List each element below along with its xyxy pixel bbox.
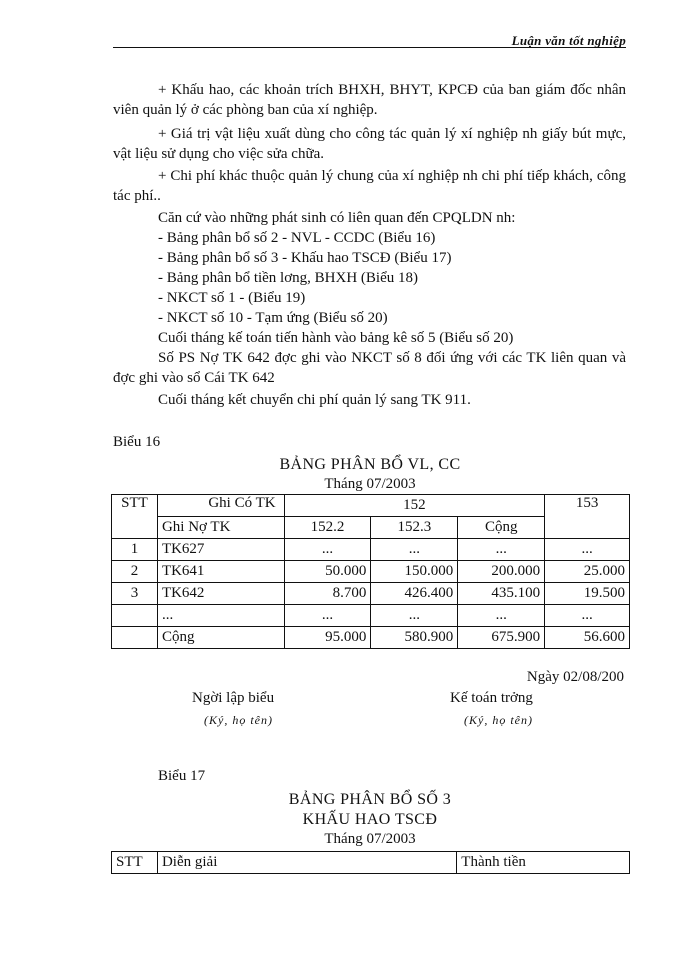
header-cong: Cộng: [458, 517, 545, 539]
cell-stt: [112, 627, 158, 649]
cell-152-3: 580.900: [371, 627, 458, 649]
signer-left-title: Ngời lập biểu: [192, 690, 275, 706]
header-rule: [113, 47, 626, 48]
cell-152-3: ...: [371, 539, 458, 561]
header-thanh-tien: Thành tiền: [457, 852, 630, 874]
table-header-row: [112, 495, 630, 517]
cell-stt: 2: [112, 561, 158, 583]
bieu17-title: BẢNG PHÂN BỔ SỐ 3: [288, 791, 452, 808]
closing-line: Cuối tháng kết chuyển chi phí quản lý sang TK 911.: [158, 392, 471, 408]
basis-item: - NKCT số 10 - Tạm ứng (Biểu số 20): [158, 310, 388, 326]
closing-line: Cuối tháng kế toán tiến hành vào bảng kê số 5 (Biểu số 20): [158, 330, 514, 346]
basis-item: - NKCT số 1 - (Biểu 19): [158, 290, 306, 306]
table-row: [112, 561, 630, 583]
basis-line: Căn cứ vào những phát sinh có liên quan đến CPQLDN nh:: [158, 210, 516, 226]
bieu17-subtitle: KHẤU HAO TSCĐ: [302, 811, 438, 828]
cell-stt: 3: [112, 583, 158, 605]
cell-cong: ...: [458, 539, 545, 561]
cell-cong: 435.100: [458, 583, 545, 605]
cell-152-2: 8.700: [284, 583, 371, 605]
cell-tk: ...: [157, 605, 284, 627]
bieu17-table: [111, 851, 630, 874]
bieu16-month: Tháng 07/2003: [324, 476, 416, 492]
bieu16-date: Ngày 02/08/200: [526, 669, 624, 685]
signer-right-note: (Ký, họ tên): [464, 713, 533, 727]
table-row: [112, 539, 630, 561]
cell-stt: [112, 605, 158, 627]
table-total-row: [112, 627, 630, 649]
cell-153: 19.500: [545, 583, 630, 605]
cell-cong: 675.900: [458, 627, 545, 649]
page-header-title: Luận văn tốt nghiệp: [511, 33, 626, 48]
header-stt: STT: [112, 495, 158, 539]
bieu16-table: [111, 494, 630, 649]
cell-tk: TK627: [157, 539, 284, 561]
cell-152-3: ...: [371, 605, 458, 627]
cell-153: ...: [545, 539, 630, 561]
cell-153: 56.600: [545, 627, 630, 649]
basis-item: - Bảng phân bổ số 3 - Khấu hao TSCĐ (Biểu 17): [158, 250, 452, 266]
table-row: [112, 605, 630, 627]
bieu16-label: Biểu 16: [113, 434, 161, 450]
intro-paragraph-3: + Chi phí khác thuộc quản lý chung của xí nghiệp nh chi phí tiếp khách, công tác phí..: [113, 168, 626, 204]
bieu17-month: Tháng 07/2003: [324, 831, 416, 847]
cell-152-2: 95.000: [284, 627, 371, 649]
header-group-153: 153: [545, 495, 630, 539]
cell-stt: 1: [112, 539, 158, 561]
intro-paragraph-2: + Giá trị vật liệu xuất dùng cho công tác quản lý xí nghiệp nh giấy bút mực, vật liệu sử dụng cho việc sửa chữa.: [113, 126, 626, 162]
cell-152-3: 426.400: [371, 583, 458, 605]
header-ghi-co: [157, 495, 284, 517]
cell-152-2: ...: [284, 605, 371, 627]
cell-cong: 200.000: [458, 561, 545, 583]
cell-tk: TK641: [157, 561, 284, 583]
cell-tk: TK642: [157, 583, 284, 605]
cell-152-3: 150.000: [371, 561, 458, 583]
bieu17-label: Biểu 17: [158, 768, 206, 784]
header-152-3: 152.3: [371, 517, 458, 539]
bieu16-title: BẢNG PHÂN BỔ VL, CC: [279, 456, 461, 473]
table-row: [112, 583, 630, 605]
intro-paragraph-1: + Khấu hao, các khoản trích BHXH, BHYT, KPCĐ của ban giám đốc nhân viên quản lý ở các phòng ban của xí nghiệp.: [113, 82, 626, 118]
cell-152-2: 50.000: [284, 561, 371, 583]
header-dien-giai: Diễn giải: [157, 852, 456, 874]
cell-cong: ...: [458, 605, 545, 627]
cell-152-2: ...: [284, 539, 371, 561]
table-header-row: [112, 852, 630, 874]
header-ghi-no: Ghi Nợ TK: [157, 517, 284, 539]
header-group-152: 152: [284, 495, 545, 517]
header-ghi-co-label: Ghi Có TK: [208, 495, 276, 511]
header-stt: STT: [112, 852, 158, 874]
basis-item: - Bảng phân bổ tiền lơng, BHXH (Biểu 18): [158, 270, 418, 286]
signer-right-title: Kế toán trởng: [450, 690, 533, 706]
closing-line: Số PS Nợ TK 642 đợc ghi vào NKCT số 8 đối ứng với các TK liên quan và đợc ghi vào sổ Cái TK 642: [113, 350, 626, 386]
header-152-2: 152.2: [284, 517, 371, 539]
cell-tk: Cộng: [157, 627, 284, 649]
signer-left-note: (Ký, họ tên): [204, 713, 273, 727]
cell-153: ...: [545, 605, 630, 627]
cell-153: 25.000: [545, 561, 630, 583]
basis-item: - Bảng phân bổ số 2 - NVL - CCDC (Biểu 16): [158, 230, 436, 246]
